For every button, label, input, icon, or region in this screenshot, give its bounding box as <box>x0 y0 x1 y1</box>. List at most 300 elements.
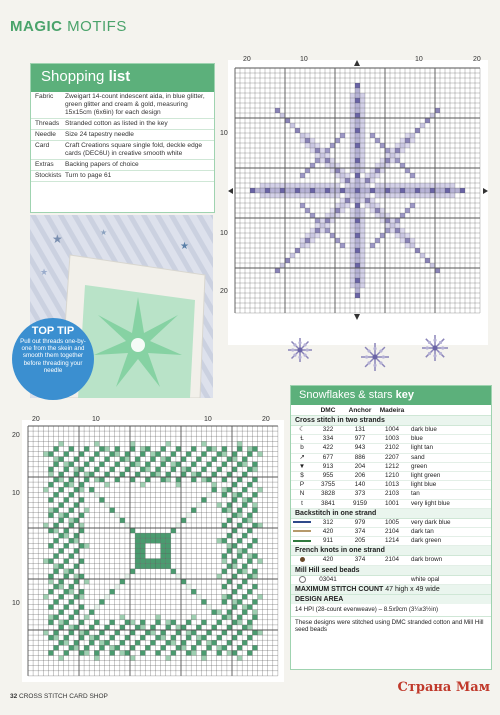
stitch-cell <box>232 467 237 472</box>
stitch-cell <box>181 548 186 553</box>
stitch-cell <box>335 138 340 143</box>
stitch-cell <box>120 640 125 645</box>
stitch-cell <box>110 620 115 625</box>
stitch-cell <box>247 518 252 523</box>
stitch-cell <box>48 513 53 518</box>
stitch-cell <box>217 574 222 579</box>
stitch-cell <box>161 477 166 482</box>
stitch-cell <box>222 594 227 599</box>
stitch-cell <box>252 477 257 482</box>
colour-name: very light blue <box>411 499 450 507</box>
stitch-cell <box>360 98 365 103</box>
stitch-cell <box>227 503 232 508</box>
stitch-cell <box>450 193 455 198</box>
stitch-cell <box>300 173 305 178</box>
stitch-cell <box>237 538 242 543</box>
stitch-cell <box>84 579 89 584</box>
stitch-cell <box>300 138 305 143</box>
stitch-cell <box>350 273 355 278</box>
seed-bead-icon <box>299 576 306 583</box>
stitch-cell <box>64 497 69 502</box>
stitch-cell <box>125 620 130 625</box>
stitch-cell <box>94 620 99 625</box>
french-knot-icon <box>300 557 305 562</box>
stitch-cell <box>79 574 84 579</box>
key-row <box>291 537 491 546</box>
stitch-cell <box>196 625 201 630</box>
stitch-symbol: ▼ <box>298 462 306 470</box>
bead-swatch <box>291 576 313 584</box>
stitch-cell <box>59 487 64 492</box>
top-tip-title: TOP TIP <box>31 325 75 337</box>
stitch-cell <box>227 625 232 630</box>
top-tip-text: Pull out threads one-by-one from the skein and smooth them together before threading your needle <box>20 338 86 374</box>
backstitch-line-icon <box>293 540 311 542</box>
stitch-cell <box>212 640 217 645</box>
stitch-cell <box>320 158 325 163</box>
colour-name: dark blue <box>411 426 437 433</box>
stitch-cell <box>405 168 410 173</box>
stitch-cell <box>237 508 242 513</box>
stitch-cell <box>355 153 360 158</box>
stitch-cell <box>43 452 48 457</box>
stitch-cell <box>237 477 242 482</box>
stitch-cell <box>201 620 206 625</box>
stitch-cell <box>79 497 84 502</box>
stitch-cell <box>425 183 430 188</box>
stitch-cell <box>54 635 59 640</box>
stitch-cell <box>176 574 181 579</box>
stitch-cell <box>191 589 196 594</box>
stitch-cell <box>166 543 171 548</box>
spacer <box>343 576 377 584</box>
stitch-cell <box>345 203 350 208</box>
stitch-cell <box>135 472 140 477</box>
design-area-label: DESIGN AREA <box>291 595 491 604</box>
stitch-cell <box>350 113 355 118</box>
stitch-cell <box>171 462 176 467</box>
stitch-cell <box>140 467 145 472</box>
stitch-cell <box>237 569 242 574</box>
stitch-cell <box>252 610 257 615</box>
stitch-cell <box>355 98 360 103</box>
stitch-cell <box>350 248 355 253</box>
stitch-cell <box>150 472 155 477</box>
stitch-cell <box>252 630 257 635</box>
stitch-cell <box>320 218 325 223</box>
stitch-cell <box>247 589 252 594</box>
madeira-code: 1001 <box>384 499 399 507</box>
stitch-cell <box>69 615 74 620</box>
stitch-cell <box>345 193 350 198</box>
stitch-cell <box>237 584 242 589</box>
madeira-code: 1004 <box>384 426 399 433</box>
stitch-cell <box>171 620 176 625</box>
stitch-symbol: t <box>301 499 303 507</box>
stitch-cell <box>445 188 450 193</box>
stitch-cell <box>460 188 465 193</box>
stitch-cell <box>176 625 181 630</box>
stitch-cell <box>405 188 410 193</box>
stitch-cell <box>395 143 400 148</box>
stitch-cell <box>385 163 390 168</box>
stitch-cell <box>242 625 247 630</box>
stitch-cell <box>125 523 130 528</box>
stitch-cell <box>290 188 295 193</box>
stitch-cell <box>305 233 310 238</box>
stitch-cell <box>295 183 300 188</box>
stitch-cell <box>201 477 206 482</box>
stitch-cell <box>420 253 425 258</box>
stitch-cell <box>186 513 191 518</box>
section-backstitch: Backstitch in one strand <box>291 509 491 519</box>
stitch-cell <box>355 198 360 203</box>
stitch-cell <box>350 198 355 203</box>
stitch-cell <box>252 574 257 579</box>
bottom-chart-stitches <box>43 441 262 660</box>
stitch-cell <box>110 452 115 457</box>
stitch-cell <box>79 528 84 533</box>
backstitch-swatch <box>291 528 313 536</box>
key-row <box>291 426 491 435</box>
stitch-cell <box>295 248 300 253</box>
stitch-cell <box>247 635 252 640</box>
stitch-cell <box>330 213 335 218</box>
stitch-cell <box>350 223 355 228</box>
stitch-key <box>290 385 492 670</box>
stitch-cell <box>156 620 161 625</box>
stitch-cell <box>355 188 360 193</box>
stitch-cell <box>270 183 275 188</box>
stitch-symbol: N <box>299 490 305 498</box>
stitch-cell <box>242 487 247 492</box>
stitch-cell <box>150 599 155 604</box>
stitch-cell <box>69 446 74 451</box>
stitch-cell <box>360 148 365 153</box>
stitch-cell <box>150 518 155 523</box>
stitch-cell <box>48 467 53 472</box>
stitch-cell <box>217 620 222 625</box>
stitch-cell <box>355 278 360 283</box>
dmc-code: 3755 <box>320 481 335 489</box>
stitch-cell <box>252 467 257 472</box>
stitch-cell <box>232 452 237 457</box>
stitch-cell <box>54 554 59 559</box>
stitch-cell <box>380 143 385 148</box>
stitch-cell <box>335 188 340 193</box>
stitch-cell <box>330 233 335 238</box>
stitch-cell <box>130 528 135 533</box>
stitch-cell <box>385 148 390 153</box>
stitch-cell <box>105 594 110 599</box>
stitch-cell <box>54 528 59 533</box>
dmc-code: 422 <box>322 444 334 452</box>
stitch-cell <box>365 173 370 178</box>
stitch-cell <box>420 123 425 128</box>
stitch-cell <box>290 193 295 198</box>
stitch-cell <box>242 594 247 599</box>
stitch-cell <box>176 446 181 451</box>
key-row <box>291 444 491 453</box>
stitch-cell <box>89 472 94 477</box>
stitch-cell <box>130 441 135 446</box>
madeira-code: 2102 <box>384 444 399 452</box>
stitch-cell <box>69 625 74 630</box>
stitch-cell <box>355 208 360 213</box>
design-area-value: 14 HPI (28-count evenweave) – 8.5x9cm (3¼x3½in) <box>295 606 439 614</box>
stitch-cell <box>156 538 161 543</box>
stitch-cell <box>84 615 89 620</box>
stitch-cell <box>59 579 64 584</box>
stitch-cell <box>110 589 115 594</box>
stitch-cell <box>395 218 400 223</box>
stitch-cell <box>186 620 191 625</box>
stitch-cell <box>400 148 405 153</box>
stitch-cell <box>130 656 135 661</box>
stitch-cell <box>181 640 186 645</box>
stitch-cell <box>110 645 115 650</box>
stitch-cell <box>350 138 355 143</box>
stitch-cell <box>310 228 315 233</box>
stitch-cell <box>315 228 320 233</box>
stitch-cell <box>232 574 237 579</box>
stitch-cell <box>315 223 320 228</box>
stitch-cell <box>125 457 130 462</box>
stitch-cell <box>212 446 217 451</box>
stitch-cell <box>94 635 99 640</box>
stitch-cell <box>156 635 161 640</box>
stitch-cell <box>310 183 315 188</box>
stitch-cell <box>410 193 415 198</box>
stitch-cell <box>415 128 420 133</box>
stitch-cell <box>150 533 155 538</box>
dmc-code: 913 <box>322 462 334 470</box>
col-anchor: Anchor <box>348 407 372 414</box>
shopping-row-key: Threads <box>35 120 60 127</box>
dmc-code: 420 <box>322 556 334 564</box>
stitch-cell <box>415 248 420 253</box>
stitch-cell <box>350 208 355 213</box>
colour-name: sand <box>411 453 425 461</box>
stitch-cell <box>360 178 365 183</box>
stitch-cell <box>120 518 125 523</box>
stitch-cell <box>320 193 325 198</box>
stitch-cell <box>400 213 405 218</box>
stitch-cell <box>355 143 360 148</box>
stitch-cell <box>350 188 355 193</box>
stitch-cell <box>59 656 64 661</box>
stitch-cell <box>247 559 252 564</box>
stitch-cell <box>166 554 171 559</box>
stitch-cell <box>227 518 232 523</box>
backstitch-line-icon <box>293 530 311 532</box>
stitch-cell <box>105 503 110 508</box>
shopping-row-value: Turn to page 61 <box>65 172 112 179</box>
stitch-cell <box>335 203 340 208</box>
stitch-cell <box>410 203 415 208</box>
stitch-cell <box>435 268 440 273</box>
key-row <box>291 500 491 509</box>
stitch-cell <box>115 548 120 553</box>
stitch-cell <box>370 133 375 138</box>
stitch-cell <box>232 457 237 462</box>
stitch-cell <box>166 656 171 661</box>
stitch-cell <box>360 253 365 258</box>
stitch-cell <box>420 193 425 198</box>
stitch-cell <box>310 163 315 168</box>
madeira-code: 1212 <box>384 462 399 470</box>
stitch-cell <box>201 635 206 640</box>
bead-name: white opal <box>411 575 440 583</box>
stitch-cell <box>375 183 380 188</box>
stitch-cell <box>135 543 140 548</box>
stitch-cell <box>265 193 270 198</box>
stitch-cell <box>237 630 242 635</box>
stitch-cell <box>380 218 385 223</box>
anchor-code: 206 <box>354 472 366 480</box>
stitch-cell <box>455 188 460 193</box>
stitch-cell <box>375 138 380 143</box>
stitch-cell <box>59 503 64 508</box>
stitch-cell <box>258 487 263 492</box>
stitch-cell <box>247 467 252 472</box>
stitch-cell <box>390 218 395 223</box>
stitch-cell <box>270 188 275 193</box>
stitch-cell <box>125 452 130 457</box>
stitch-cell <box>270 193 275 198</box>
stitch-cell <box>99 599 104 604</box>
stitch-cell <box>74 548 79 553</box>
stitch-cell <box>440 183 445 188</box>
stitch-cell <box>120 615 125 620</box>
stitch-cell <box>74 487 79 492</box>
stitch-cell <box>330 193 335 198</box>
stitch-cell <box>181 467 186 472</box>
stitch-cell <box>64 482 69 487</box>
stitch-cell <box>232 559 237 564</box>
stitch-cell <box>237 554 242 559</box>
stitch-cell <box>130 645 135 650</box>
stitch-cell <box>350 153 355 158</box>
stitch-cell <box>375 193 380 198</box>
stitch-cell <box>166 640 171 645</box>
stitch-cell <box>145 559 150 564</box>
stitch-cell <box>290 123 295 128</box>
stitch-cell <box>350 283 355 288</box>
stitch-cell <box>345 173 350 178</box>
stitch-cell <box>161 645 166 650</box>
stitch-cell <box>115 584 120 589</box>
stitch-cell <box>445 183 450 188</box>
stitch-cell <box>247 543 252 548</box>
stitch-cell <box>161 533 166 538</box>
stitch-cell <box>390 193 395 198</box>
key-row <box>291 435 491 444</box>
stitch-cell <box>295 193 300 198</box>
stitch-cell <box>191 446 196 451</box>
stitch-cell <box>115 645 120 650</box>
stitch-cell <box>79 452 84 457</box>
stitch-cell <box>227 457 232 462</box>
stitch-cell <box>375 173 380 178</box>
stitch-cell <box>385 188 390 193</box>
svg-text:★: ★ <box>180 241 189 252</box>
stitch-cell <box>340 198 345 203</box>
stitch-cell <box>400 163 405 168</box>
stitch-cell <box>64 528 69 533</box>
stitch-cell <box>335 183 340 188</box>
stitch-cell <box>237 656 242 661</box>
stitch-cell <box>275 108 280 113</box>
stitch-cell <box>74 610 79 615</box>
stitch-cell <box>247 554 252 559</box>
stitch-cell <box>405 233 410 238</box>
stitch-cell <box>355 293 360 298</box>
stitch-cell <box>232 513 237 518</box>
stitch-cell <box>79 589 84 594</box>
stitch-cell <box>217 503 222 508</box>
stitch-cell <box>365 203 370 208</box>
stitch-cell <box>280 193 285 198</box>
stitch-cell <box>425 258 430 263</box>
stitch-cell <box>140 543 145 548</box>
stitch-cell <box>140 650 145 655</box>
stitch-cell <box>295 188 300 193</box>
stitch-cell <box>335 238 340 243</box>
colour-name: light tan <box>411 444 434 452</box>
stitch-cell <box>59 513 64 518</box>
site-watermark: Страна Мам <box>397 680 490 695</box>
stitch-cell <box>370 178 375 183</box>
stitch-cell <box>110 548 115 553</box>
stitch-cell <box>380 183 385 188</box>
stitch-cell <box>350 253 355 258</box>
stitch-cell <box>105 548 110 553</box>
stitch-cell <box>79 467 84 472</box>
key-row <box>291 490 491 499</box>
stitch-cell <box>360 153 365 158</box>
stitch-cell <box>410 188 415 193</box>
center-arrow-right-icon <box>483 188 488 194</box>
stitch-cell <box>380 193 385 198</box>
madeira-code: 2104 <box>384 556 399 564</box>
stitch-cell <box>252 538 257 543</box>
stitch-cell <box>375 213 380 218</box>
stitch-cell <box>181 457 186 462</box>
colour-name: blue <box>411 435 423 443</box>
stitch-cell <box>305 243 310 248</box>
stitch-cell <box>315 153 320 158</box>
stitch-cell <box>300 183 305 188</box>
stitch-cell <box>355 113 360 118</box>
stitch-cell <box>405 238 410 243</box>
stitch-cell <box>227 640 232 645</box>
stitch-cell <box>156 564 161 569</box>
stitch-cell <box>110 650 115 655</box>
stitch-cell <box>105 446 110 451</box>
stitch-cell <box>237 441 242 446</box>
stitch-cell <box>370 173 375 178</box>
stitch-cell <box>232 635 237 640</box>
stitch-cell <box>171 640 176 645</box>
stitch-cell <box>355 173 360 178</box>
stitch-cell <box>79 559 84 564</box>
stitch-cell <box>191 472 196 477</box>
stitch-cell <box>115 477 120 482</box>
stitch-cell <box>390 228 395 233</box>
stitch-cell <box>135 625 140 630</box>
stitch-cell <box>59 533 64 538</box>
